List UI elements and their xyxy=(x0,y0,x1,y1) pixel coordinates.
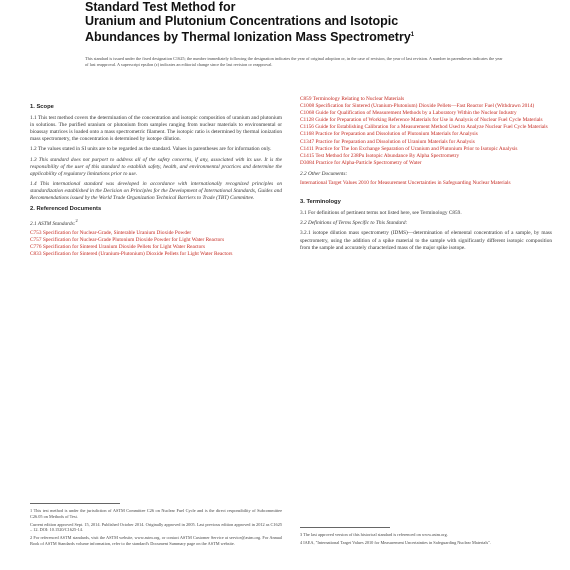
ref-title[interactable]: Specification for Sintered (Uranium-Plutonium) Dioxide Pellets for Light Water Reactors xyxy=(42,251,233,258)
ref-code[interactable]: C757 xyxy=(30,237,42,244)
title-line-1: Standard Test Method for xyxy=(85,0,236,14)
document-title xyxy=(85,0,505,44)
left-column xyxy=(30,100,282,258)
footnote-2: 2 For referenced ASTM standards, visit the ASTM website, www.astm.org, or contact ASTM Customer Service at service@astm.org. For Annual Book of ASTM Standards volume information, refer to the standard's Document Summary page on the ASTM website. xyxy=(30,535,282,546)
ref-title[interactable]: Specification for Nuclear-Grade, Sinterable Uranium Dioxide Powder xyxy=(42,230,192,237)
ref-code[interactable]: C1411 xyxy=(300,145,314,152)
astm-standards-label xyxy=(30,217,282,228)
ref-item[interactable] xyxy=(300,145,552,153)
ref-code[interactable]: C1415 xyxy=(300,152,315,159)
ref-code[interactable]: C1128 xyxy=(300,117,314,124)
ref-title[interactable]: Practice for Preparation and Dissolution of Uranium Materials for Analysis xyxy=(315,138,475,145)
footnotes-right xyxy=(300,520,552,548)
refs-heading: 2. Referenced Documents xyxy=(30,206,102,213)
other-document-link[interactable]: International Target Values 2010 for Measurement Uncertainties in Safeguarding Nuclear Materials xyxy=(300,180,511,187)
ref-code[interactable]: C1156 xyxy=(300,124,314,131)
title-footnote-mark: 1 xyxy=(410,32,415,38)
ref-item[interactable] xyxy=(300,152,552,160)
ref-code[interactable]: C1008 xyxy=(300,103,315,110)
ref-title[interactable]: Specification for Sintered (Uranium-Plutonium) Dioxide Pellets—Fast Reactor Fuel (Withdrawn 2014) xyxy=(315,103,535,110)
ref-code[interactable]: C1168 xyxy=(300,131,314,138)
footnote-4: 4 IAEA, "International Target Values 2010 for Measurement Uncertainties in Safeguarding Nuclear Materials". xyxy=(300,539,492,545)
ref-code[interactable]: C833 xyxy=(30,251,42,258)
other-documents-label: 2.2 Other Documents: xyxy=(300,170,348,177)
scope-1-1: 1.1 This test method covers the determination of the concentration and isotopic composition of uranium and plutonium in solutions. The purified uranium or plutonium from samples ranging from nuclear materials to environmental or bioassay matrices is loaded onto a mass spectrometric filament. The isotopic ratio is determined by thermal ionization mass spectrometry, the concentration is determined by isotope dilution. xyxy=(30,115,282,143)
ref-code[interactable]: C1068 xyxy=(300,110,315,117)
ref-title[interactable]: Practice for The Ion Exchange Separation of Uranium and Plutonium Prior to Isotopic Analysis xyxy=(315,145,518,152)
terminology-3-1: 3.1 For definitions of pertinent terms not listed here, see Terminology C859. xyxy=(300,210,462,217)
ref-title[interactable]: Guide for Qualification of Measurement Methods by a Laboratory Within the Nuclear Industry xyxy=(315,110,517,117)
ref-title[interactable]: Practice for Alpha-Particle Spectrometry of Water xyxy=(315,159,422,166)
terminology-3-2: 3.2 Definitions of Terms Specific to This Standard: xyxy=(300,220,408,227)
footnote-3: 3 The last approved version of this historical standard is referenced on www.astm.org. xyxy=(300,532,448,537)
astm-footnote-mark: 2 xyxy=(75,218,78,224)
footnote-edition: Current edition approved Sept. 15, 2014. Published October 2014. Originally approved in 2005. Last previous edition approved in 2012 as C1625 – 12. DOI: 10.1520/C1625-14. xyxy=(30,521,282,533)
ref-item[interactable] xyxy=(30,251,282,258)
ref-title[interactable]: Guide for Preparation of Working Reference Materials for Use in Analysis of Nuclear Fuel Cycle Materials xyxy=(315,117,543,124)
ref-item[interactable] xyxy=(300,159,552,167)
scope-1-4: 1.4 This international standard was developed in accordance with internationally recognized principles on standardization established in the Decision on Principles for the Development of International Standards, Guides and Recommendations issued by the World Trade Organization Technical Barriers to Trade (TBT) Committee. xyxy=(30,180,282,202)
ref-item[interactable] xyxy=(300,138,552,146)
title-line-2: Uranium and Plutonium Concentrations and Isotopic xyxy=(85,14,399,28)
ref-item[interactable] xyxy=(300,131,552,138)
footnote-divider xyxy=(300,527,390,528)
terminology-3-2-1: 3.2.1 isotope dilution mass spectrometry (IDMS)—determination of elemental concentration of a sample, by mass spectrometry, using the addition of a spike material to the sample with significantly different isotopic composition from the sample and accurately characterized mass of the major spike isotope. xyxy=(300,230,552,251)
astm-standards-label-text: 2.1 ASTM Standards: xyxy=(30,220,76,227)
ref-code[interactable]: C1347 xyxy=(300,138,315,145)
ref-title[interactable]: Specification for Sintered Uranium Dioxide Pellets for Light Water Reactors xyxy=(42,244,206,251)
ref-title[interactable]: Terminology Relating to Nuclear Materials xyxy=(312,96,405,102)
standard-designation-note: This standard is issued under the fixed designation C1625; the number immediately following the designation indicates the year of original adoption or, in the case of revision, the year of last revision. A number in parentheses indicates the year of last reapproval. A superscript epsilon (ε) indicates an editorial change since the last revision or reapproval. xyxy=(85,56,503,67)
footnote-1: 1 This test method is under the jurisdiction of ASTM Committee C26 on Nuclear Fuel Cycle and is the direct responsibility of Subcommittee C26.05 on Methods of Test. xyxy=(30,508,282,519)
footnote-divider xyxy=(30,503,120,504)
ref-code[interactable]: C859 xyxy=(300,96,312,102)
footnotes-left xyxy=(30,496,282,549)
scope-1-2: 1.2 The values stated in SI units are to be regarded as the standard. Values in parentheses are for information only. xyxy=(30,146,272,153)
ref-code[interactable]: D3084 xyxy=(300,159,315,166)
terminology-heading: 3. Terminology xyxy=(300,199,341,206)
right-column xyxy=(300,96,552,255)
scope-heading: 1. Scope xyxy=(30,104,54,110)
ref-code[interactable]: C776 xyxy=(30,244,42,251)
title-line-3-text: Abundances by Thermal Ionization Mass Spectrometry xyxy=(85,30,411,45)
ref-title[interactable]: Specification for Nuclear-Grade Plutonium Dioxide Powder for Light Water Reactors xyxy=(42,237,225,244)
ref-title[interactable]: Practice for Preparation and Dissolution of Plutonium Materials for Analysis xyxy=(315,131,478,138)
title-line-3 xyxy=(85,28,505,44)
scope-1-3: 1.3 This standard does not purport to address all of the safety concerns, if any, associated with its use. It is the responsibility of the user of this standard to establish safety, health, and environmental practices and determine the applicability of regulatory limitations prior to use. xyxy=(30,156,282,177)
ref-code[interactable]: C753 xyxy=(30,230,42,237)
ref-title[interactable]: Test Method for 238Pu Isotopic Abundance By Alpha Spectrometry xyxy=(315,152,460,159)
ref-title[interactable]: Guide for Establishing Calibration for a Measurement Method Used to Analyze Nuclear Fuel Cycle Materials xyxy=(315,124,548,131)
